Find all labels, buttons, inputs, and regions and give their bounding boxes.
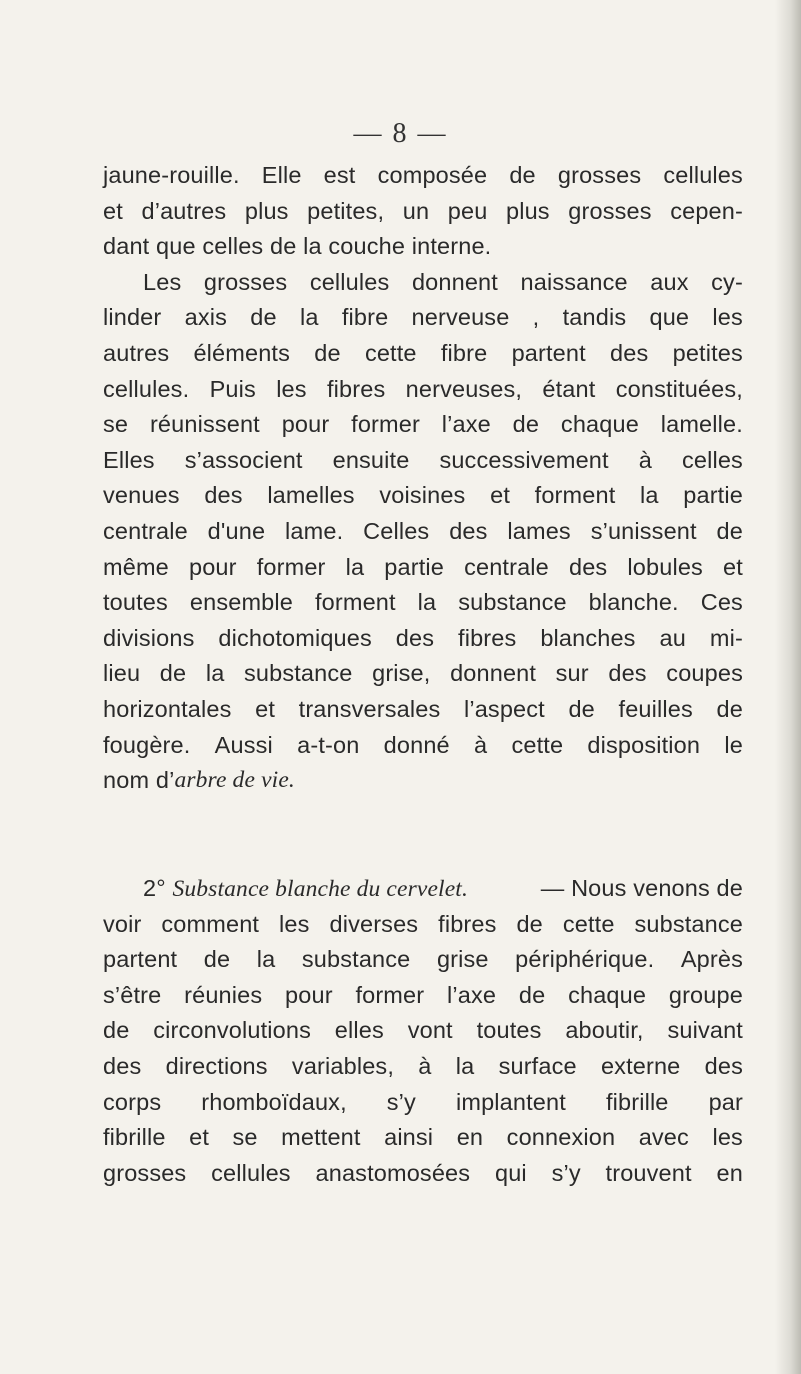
word: le [724,731,743,758]
word: aux [650,268,689,295]
word: implantent [455,1088,566,1115]
word: de [203,946,231,973]
word: linder [103,304,162,331]
word: pour [285,981,333,1008]
word: cepen- [670,197,743,224]
word: trouvent [605,1159,692,1186]
word: horizontales [103,695,232,722]
text-line: dant que celles de la couche interne. [103,233,492,260]
text-line [103,407,743,443]
word: pour [188,553,237,580]
word: Aussi [214,731,273,758]
word: fibre [440,339,488,366]
word: périphérique. [515,946,655,973]
text-line [103,1156,743,1192]
text-line [103,158,743,194]
word: transversales [298,695,441,722]
word: voir [103,910,142,937]
word: connexion [506,1124,616,1151]
word: de [314,339,341,366]
word: substance [634,910,743,937]
word: blanche. [588,589,679,616]
word: mettent [281,1124,361,1151]
word: et [723,553,743,580]
word: naissance [520,268,628,295]
word: un [402,197,430,224]
word: suivant [667,1017,743,1044]
text-segment: nom d’ [103,767,175,794]
word: à [638,446,652,473]
word: est [323,162,356,188]
text-line [103,443,743,479]
word: de [159,660,187,687]
word: Après [680,946,743,973]
word: venues [103,482,180,509]
word: Ces [700,589,743,616]
word: cellules [663,162,743,188]
word: centrale [464,553,549,580]
word: Puis [209,375,256,402]
word: cette [511,731,564,758]
text-line [103,478,743,514]
word: lamelle. [660,411,743,438]
word: directions [165,1052,268,1079]
section-heading [143,871,468,907]
page-number: — 8 — [353,118,448,149]
word: constituées, [615,375,743,402]
word: et [255,695,276,722]
word: l’axe [441,411,491,438]
word: ainsi [384,1124,434,1151]
word: les [712,304,743,331]
word: cette [364,339,417,366]
word: Celles [363,517,430,544]
word: plus [244,197,289,224]
word: grosses [103,1159,187,1186]
word: partent [103,946,178,973]
word: s’y [386,1088,416,1115]
word: s’y [551,1159,581,1186]
word: dichotomiques [218,624,372,651]
word: la [640,482,659,509]
text-line [103,265,743,301]
word: se [232,1124,258,1151]
word: externe [600,1052,681,1079]
text-line [103,692,743,728]
word: l’axe [447,981,497,1008]
word: de [518,981,546,1008]
word: vont [407,1017,453,1044]
word: de [716,695,743,722]
word: composée [377,162,488,188]
word: fibres [326,375,386,402]
word: petites [672,339,743,366]
section-heading-line [103,871,743,907]
word: corps [103,1088,162,1115]
word: s’être [103,981,162,1008]
word: chaque [560,411,639,438]
word: la [299,304,319,331]
word: plus [506,197,550,224]
word: former [351,411,420,438]
word: des [610,339,649,366]
word: pour [281,411,330,438]
word: grosses [557,162,642,188]
text-line [103,194,743,230]
text-line [103,728,743,764]
word: même [103,553,169,580]
word: la [205,660,225,687]
word: autres [103,339,170,366]
word: former [256,553,326,580]
word: elles [334,1017,384,1044]
word: lamelles [267,482,355,509]
page-edge-shadow [775,0,801,1374]
word: fibrille [605,1088,669,1115]
word: fibre [341,304,389,331]
word: fibres [458,624,517,651]
word: chaque [568,981,647,1008]
word: grise [436,946,489,973]
word: petites, [307,197,385,224]
word: de [250,304,277,331]
word: coupes [666,660,743,687]
word: réunies [184,981,263,1008]
word: à [418,1052,432,1079]
word: en [716,1159,743,1186]
word: nerveuses, [405,375,523,402]
word: des [704,1052,743,1079]
word: ensemble [189,589,293,616]
word: centrale [103,517,188,544]
word: d’autres [141,197,227,224]
word: l’aspect [463,695,545,722]
word: celles [681,446,743,473]
word: lieu [103,660,141,687]
text-segment: — Nous venons de [540,875,743,901]
text-line [103,336,743,372]
word: toutes [476,1017,542,1044]
word: circonvolutions [153,1017,311,1044]
word: blanches [540,624,636,651]
word: de [512,411,540,438]
word: toutes [103,589,168,616]
word: cellules [211,1159,291,1186]
word: peu [447,197,488,224]
word: anastomosées [315,1159,471,1186]
word: forment [314,589,396,616]
word: successivement [439,446,609,473]
word: les [276,375,307,402]
word: à [474,731,488,758]
word: cellules. [103,375,190,402]
word: des [449,517,488,544]
word: donné [383,731,450,758]
word: tandis [562,304,627,331]
word: des [568,553,608,580]
section-title: Substance blanche du cervelet. [172,876,468,902]
word: surface [498,1052,577,1079]
word: fibres [438,910,497,937]
text-line [103,585,743,621]
word: en [456,1124,484,1151]
word: qui [494,1159,527,1186]
word: cy- [711,268,743,295]
word: par [708,1088,743,1115]
word: substance [458,589,567,616]
italic-term: arbre de vie. [174,767,295,794]
word: partie [683,482,743,509]
word: que [649,304,690,331]
text-line [103,1013,743,1049]
word: et [490,482,511,509]
word: substance [244,660,353,687]
word: variables, [291,1052,394,1079]
word: diverses [329,910,419,937]
word: sur [555,660,589,687]
paragraph-1 [103,158,743,799]
word: la [256,946,276,973]
word: s’unissent [590,517,697,544]
text-line [103,514,743,550]
word: divisions [103,624,195,651]
word: éléments [193,339,291,366]
word: feuilles [618,695,693,722]
word: s’associent [184,446,303,473]
word: disposition [587,731,701,758]
word: comment [161,910,260,937]
text-line [103,550,743,586]
word: groupe [668,981,743,1008]
text-line [103,907,743,943]
word: de [516,910,543,937]
text-line [103,621,743,657]
word: au [659,624,686,651]
word: a-t-on [297,731,360,758]
word: réunissent [149,411,260,438]
word: grosses [568,197,652,224]
text-line [103,656,743,692]
word: ensuite [332,446,410,473]
word: de [568,695,595,722]
text-line [103,372,743,408]
text-line [103,942,743,978]
word: avec [638,1124,689,1151]
word: rhomboïdaux, [201,1088,347,1115]
section-number: 2° [143,875,166,901]
word: des [103,1052,142,1079]
word: la [345,553,365,580]
word: des [395,624,435,651]
word: des [608,660,647,687]
word: partie [384,553,444,580]
word: donnent [411,268,498,295]
word: mi- [709,624,743,651]
word: forment [534,482,616,509]
word: de [716,517,743,544]
word: grosses [203,268,288,295]
word: axis [184,304,228,331]
word: lobules [627,553,703,580]
word: partent [511,339,586,366]
word: donnent [450,660,537,687]
word: les [712,1124,743,1151]
word: former [355,981,425,1008]
word: de [103,1017,130,1044]
word: lames [507,517,571,544]
word: Les [143,268,182,295]
word: substance [301,946,411,973]
word: Elle [261,162,302,188]
word: fibrille [103,1124,166,1151]
word: lame. [285,517,344,544]
word: aboutir, [565,1017,644,1044]
text-line [103,300,743,336]
word: cellules [309,268,390,295]
word: cette [562,910,615,937]
word: et [103,197,123,224]
paragraph-2 [103,871,743,1191]
word: et [189,1124,209,1151]
word: , [532,304,540,331]
text-line [103,978,743,1014]
text-line [103,1120,743,1156]
text-line-last [103,763,743,799]
word: jaune-rouille. [103,162,240,188]
word: Elles [103,446,155,473]
word: nerveuse [411,304,510,331]
word: les [279,910,310,937]
word: la [417,589,437,616]
word: de [509,162,536,188]
word: des [204,482,243,509]
word: se [103,411,129,438]
text-line [103,1085,743,1121]
word: grise, [372,660,431,687]
word: étant [542,375,596,402]
word: la [455,1052,475,1079]
word: voisines [379,482,466,509]
text-line [103,1049,743,1085]
word: fougère. [103,731,191,758]
word: d'une [207,517,266,544]
